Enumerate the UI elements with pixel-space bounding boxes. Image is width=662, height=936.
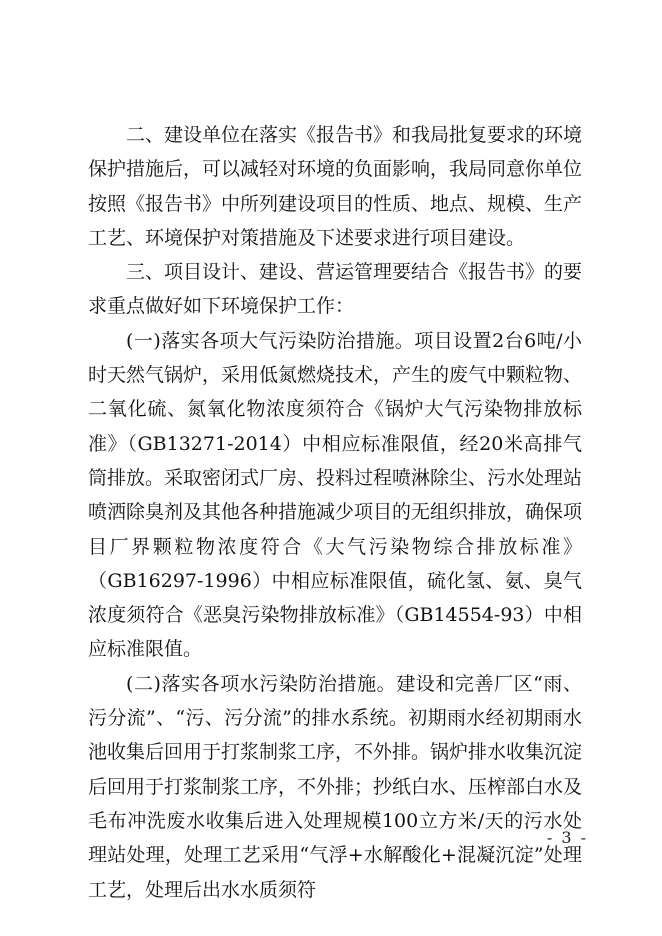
page-number: - 3 - (546, 828, 588, 847)
paragraph-3-2: (二)落实各项水污染防治措施。建设和完善厂区“雨、污分流”、“污、污分流”的排水系统。初期雨水经初期雨水池收集后回用于打浆制浆工序，不外排。锅炉排水收集沉淀后回用于打浆制浆工序，不外排；抄纸白水、压榨部白水及毛布冲洗废水收集后进入处理规模100立方米/天的污水处理站处理，处理工艺采用“气浮+水解酸化+混凝沉淀”处理工艺，处理后出水水质须符 (88, 672, 583, 901)
paragraph-3: 三、项目设计、建设、营运管理要结合《报告书》的要求重点做好如下环境保护工作： (88, 261, 583, 318)
paragraph-2: 二、建设单位在落实《报告书》和我局批复要求的环境保护措施后，可以减轻对环境的负面影响，我局同意你单位按照《报告书》中所列建设项目的性质、地点、规模、生产工艺、环境保护对策措施及下述要求进行项目建设。 (88, 124, 583, 249)
paragraph-3-1: (一)落实各项大气污染防治措施。项目设置2台6吨/小时天然气锅炉，采用低氮燃烧技术，产生的废气中颗粒物、二氧化硫、氮氧化物浓度须符合《锅炉大气污染物排放标准》（GB13271-2014）中相应标准限值，经20米高排气筒排放。采取密闭式厂房、投料过程喷淋除尘、污水处理站喷洒除臭剂及其他各种措施减少项目的无组织排放，确保项目厂界颗粒物浓度符合《大气污染物综合排放标准》（GB16297-1996）中相应标准限值，硫化氢、氨、臭气浓度须符合《恶臭污染物排放标准》（GB14554-93）中相应标准限值。 (88, 329, 583, 661)
document-body (88, 118, 582, 907)
